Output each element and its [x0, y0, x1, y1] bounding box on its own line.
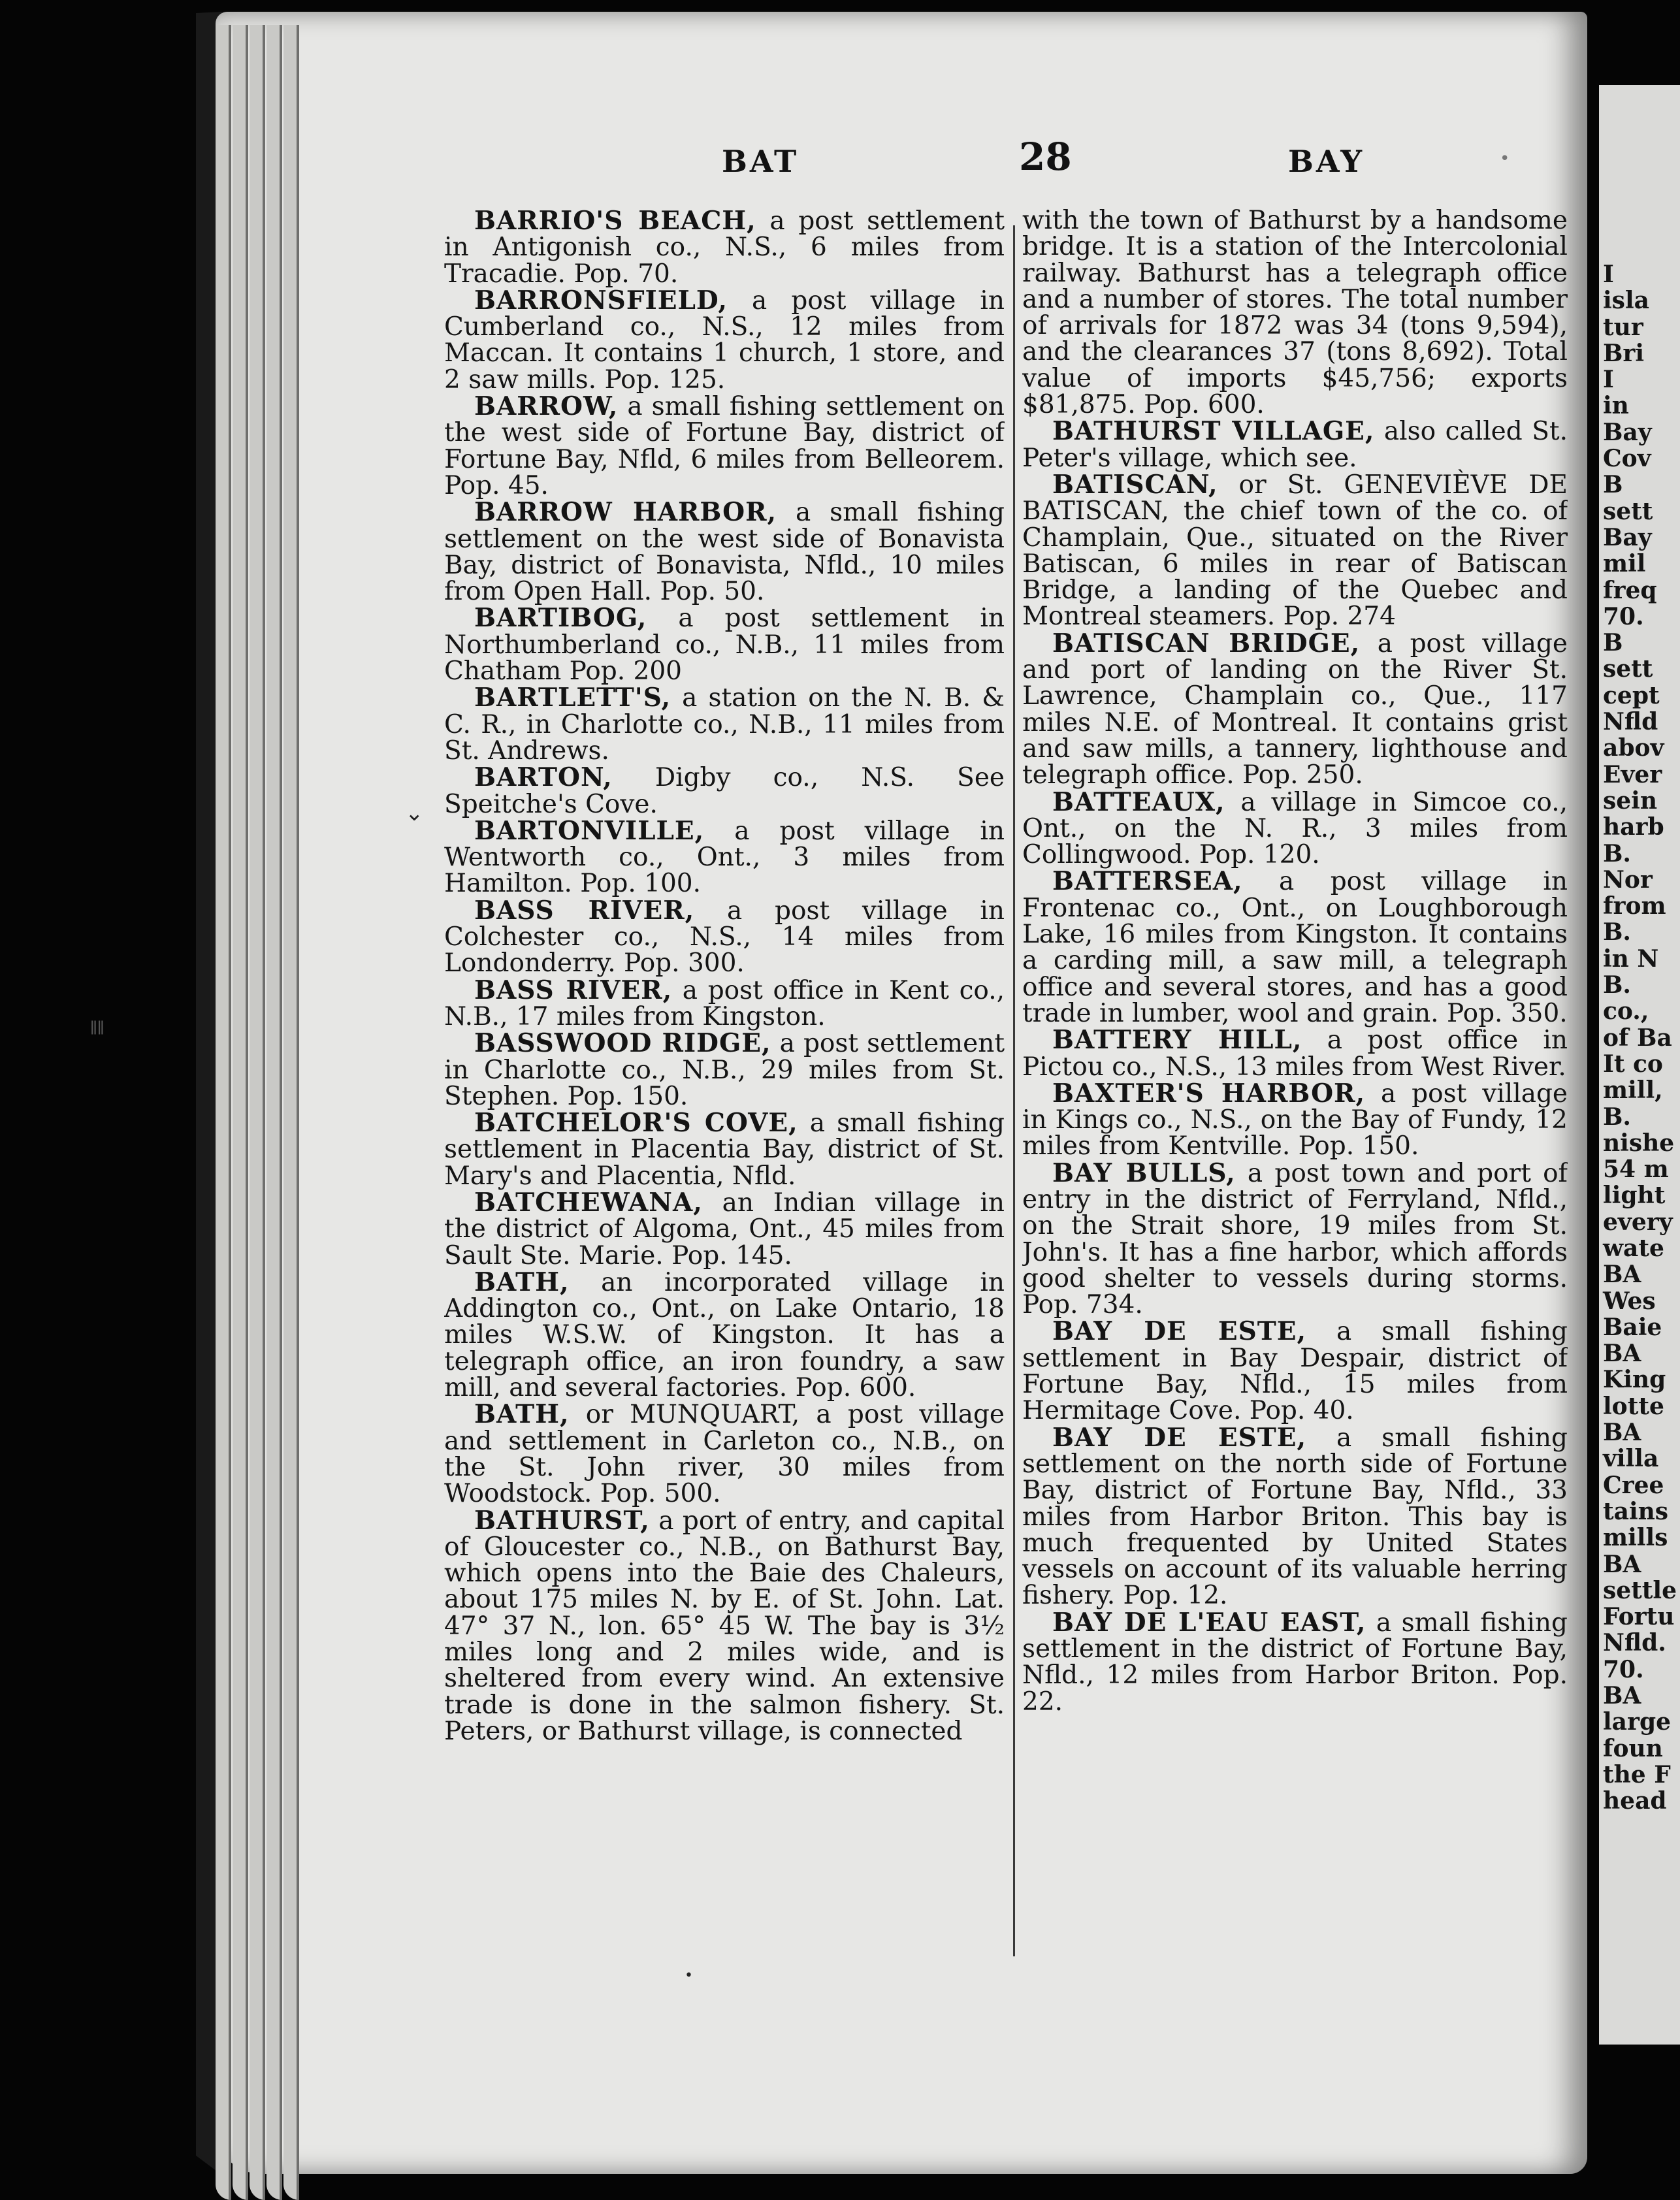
entry-name: BARRONSFIELD, — [474, 285, 728, 315]
entry-name: BARTIBOG, — [474, 603, 647, 634]
fragment-line: abov — [1603, 734, 1664, 762]
fragment-line: Nor — [1603, 865, 1653, 894]
fragment-line: 54 m — [1603, 1156, 1669, 1184]
fragment-line: mill, — [1603, 1076, 1663, 1105]
entry-text: a station on the N. B. & C. R., in Charlotte co., N.B., 11 miles from St. Andrews. — [444, 683, 1005, 766]
gazetteer-entry — [1022, 1607, 1568, 1717]
entry-name: BARTLETT'S, — [474, 683, 671, 713]
fragment-line: isla — [1603, 287, 1649, 315]
fragment-line: of Ba — [1603, 1024, 1672, 1052]
fragment-line: villa — [1603, 1445, 1659, 1473]
fragment-line: BA — [1603, 1340, 1641, 1368]
fragment-line: Nfld. — [1603, 1629, 1666, 1657]
entry-text: a small fishing settlement in Bay Despair, district of Fortune Bay, Nfld., 15 miles from Hermitage Cove. Pop. 40. — [1022, 1317, 1568, 1426]
fragment-line: It co — [1603, 1050, 1663, 1078]
gazetteer-entry — [444, 393, 1005, 499]
fragment-line: light — [1603, 1182, 1666, 1210]
fragment-line: B. — [1603, 971, 1631, 999]
entry-name: BATH, — [474, 1399, 570, 1430]
entry-text: a post village in Wentworth co., Ont., 3 miles from Hamilton. Pop. 100. — [444, 816, 1005, 899]
gazetteer-entry — [444, 605, 1005, 685]
entry-name: BATTERSEA, — [1052, 866, 1243, 897]
fragment-line: B — [1603, 629, 1623, 657]
entry-name: BAY DE L'EAU EAST, — [1052, 1607, 1366, 1638]
fragment-line: B. — [1603, 839, 1631, 867]
entry-text: or St. GENEVIÈVE DE BATISCAN, the chief town of the co. of Champlain, Que., situated on the River Batiscan, 6 miles in rear of Batiscan Bridge, a landing of the Quebec and Montreal steamers. Pop. 274 — [1022, 470, 1568, 632]
page-edge — [283, 25, 299, 2200]
entry-text: a post office in Pictou co., N.S., 13 miles from West River. — [1022, 1026, 1568, 1082]
page-edge — [267, 25, 282, 2200]
column-divider — [1013, 225, 1015, 1956]
fragment-line: large — [1603, 1708, 1672, 1736]
gazetteer-entry — [1022, 1157, 1568, 1320]
entry-name: BATISCAN BRIDGE, — [1052, 628, 1361, 658]
entry-name: BATCHEWANA, — [474, 1187, 703, 1218]
fragment-line: B. — [1603, 1103, 1631, 1131]
entry-text: a post village in Colchester co., N.S., 14 miles from Londonderry. Pop. 300. — [444, 896, 1005, 979]
gazetteer-entry — [444, 895, 1005, 979]
fragment-line: sein — [1603, 786, 1658, 815]
entry-text: a small fishing settlement in the district of Fortune Bay, Nfld., 12 miles from Harbor Briton. Pop. 22. — [1022, 1608, 1568, 1717]
entry-text: a post village in Frontenac co., Ont., on Loughborough Lake, 16 miles from Kingston. It contains a carding mill, a saw mill, a telegraph office and several stores, and has a good trade in lumber, wool and grain. Pop. 350. — [1022, 867, 1568, 1028]
entry-name: BAY BULLS, — [1052, 1157, 1236, 1188]
page-edge — [250, 25, 265, 2200]
fragment-line: nishe — [1603, 1129, 1675, 1157]
gazetteer-entry — [444, 764, 1005, 818]
gazetteer-entry — [444, 1030, 1005, 1110]
gazetteer-entry — [444, 1401, 1005, 1507]
fragment-line: Baie — [1603, 1313, 1662, 1341]
fragment-line: sett — [1603, 655, 1653, 683]
gazetteer-entry — [444, 1189, 1005, 1269]
fragment-line: mills — [1603, 1524, 1668, 1552]
page-edge — [216, 25, 231, 2200]
entry-text: a post office in Kent co., N.B., 17 miles from Kingston. — [444, 975, 1005, 1031]
fragment-line: co., — [1603, 997, 1649, 1026]
facing-page-fragment — [1599, 85, 1680, 2045]
fragment-line: Ever — [1603, 760, 1662, 788]
fragment-line: Bay — [1603, 418, 1652, 446]
gazetteer-entry — [1022, 868, 1568, 1027]
entry-name: BAY DE ESTE, — [1052, 1316, 1307, 1347]
gazetteer-entry — [1022, 1318, 1568, 1424]
fragment-line: B. — [1603, 918, 1631, 946]
gazetteer-entry — [1022, 1422, 1568, 1611]
entry-name: BARROW HARBOR, — [474, 497, 777, 528]
fragment-line: tur — [1603, 313, 1643, 341]
fragment-line: mil — [1603, 550, 1646, 578]
fragment-line: BA — [1603, 1261, 1641, 1289]
gazetteer-entry — [444, 1110, 1005, 1189]
entry-text: a post village in Kings co., N.S., on the Bay of Fundy, 12 miles from Kentville. Pop. 150. — [1022, 1078, 1568, 1161]
fragment-line: Cree — [1603, 1471, 1664, 1499]
page-number: 28 — [1019, 135, 1072, 179]
fragment-line: tains — [1603, 1497, 1669, 1525]
ink-dot: • — [685, 1967, 693, 1984]
entry-text: a post settlement in Northumberland co., N.B., 11 miles from Chatham Pop. 200 — [444, 604, 1005, 687]
fragment-line: Bri — [1603, 339, 1645, 367]
entry-text: a post settlement in Antigonish co., N.S., 6 miles from Tracadie. Pop. 70. — [444, 208, 1005, 289]
gazetteer-entry — [444, 1269, 1005, 1401]
fragment-line: 70. — [1603, 1655, 1644, 1683]
entry-text: a post town and port of entry in the district of Ferryland, Nfld., on the Strait shore, 19 miles from St. John's. It has a fine harbor, which affords good shelter to vessels during storms. Pop. 734. — [1022, 1158, 1568, 1320]
entry-text: a village in Simcoe co., Ont., on the N. R., 3 miles from Collingwood. Pop. 120. — [1022, 787, 1568, 870]
fragment-line: Nfld — [1603, 708, 1658, 736]
fragment-line: the F — [1603, 1760, 1671, 1788]
fragment-line: lotte — [1603, 1392, 1664, 1420]
entry-continuation: with the town of Bathurst by a handsome bridge. It is a station of the Intercolonial railway. Bathurst has a telegraph office and a number of stores. The total number of arrivals for 1872 was 34 (tons 9,594), and the clearances 37 (tons 8,692). Total value of imports $45,756; exports $81,875. Pop. 600. — [1022, 208, 1568, 420]
fragment-line: head — [1603, 1787, 1667, 1815]
entry-name: BATH, — [474, 1267, 570, 1297]
gazetteer-entry — [444, 977, 1005, 1031]
entry-name: BAY DE ESTE, — [1052, 1422, 1307, 1453]
fragment-line: King — [1603, 1366, 1666, 1394]
fragment-line: BA — [1603, 1550, 1641, 1578]
fragment-line: 70. — [1603, 602, 1644, 630]
gazetteer-entry — [444, 1505, 1005, 1746]
fragment-line: I — [1603, 366, 1614, 394]
entry-name: BARRIO'S BEACH, — [474, 208, 756, 236]
fragment-line: every — [1603, 1208, 1673, 1236]
fragment-line: sett — [1603, 497, 1653, 525]
entry-name: BATHURST, — [474, 1505, 650, 1536]
fragment-line: freq — [1603, 576, 1657, 604]
margin-smudge: ǁǁ — [90, 1019, 105, 1035]
gazetteer-entry — [1022, 469, 1568, 632]
fragment-line: BA — [1603, 1419, 1641, 1447]
entry-name: BAXTER'S HARBOR, — [1052, 1078, 1366, 1108]
gazetteer-entry — [444, 499, 1005, 605]
margin-tick-mark: ⌄ — [405, 800, 424, 826]
entry-text: a small fishing settlement on the north side of Fortune Bay, district of Fortune Bay, Nfld., 33 miles from Harbor Briton. This bay is much frequented by United States vessels on account of its valuable herring fishery. Pop. 12. — [1022, 1423, 1568, 1611]
entry-text: Digby co., N.S. See Speitche's Cove. — [444, 763, 1005, 819]
gazetteer-entry — [1022, 1027, 1568, 1080]
entry-name: BATTEAUX, — [1052, 786, 1225, 817]
fragment-line: cept — [1603, 681, 1660, 709]
left-column — [444, 208, 1005, 1971]
fragment-line: wate — [1603, 1234, 1664, 1262]
entry-text: a port of entry, and capital of Gloucester co., N.B., on Bathurst Bay, which opens into the Baie des Chaleurs, about 175 miles N. by E. of St. John. Lat. 47° 37 N., lon. 65° 45 W. The bay is 3½ miles long and 2 miles wide, and is sheltered from every wind. An extensive trade is done in the salmon fishery. St. Peters, or Bathurst village, is connected — [444, 1506, 1005, 1746]
running-header-right: BAY — [1288, 144, 1365, 179]
fragment-line: Fortu — [1603, 1603, 1675, 1631]
fragment-line: from — [1603, 892, 1666, 920]
page-edge — [233, 25, 248, 2200]
gazetteer-entry — [444, 208, 1005, 287]
entry-text: a small fishing settlement in Placentia Bay, district of St. Mary's and Placentia, Nfld. — [444, 1108, 1005, 1191]
gazetteer-entry — [444, 815, 1005, 899]
entry-text: an Indian village in the district of Algoma, Ont., 45 miles from Sault Ste. Marie. Pop. 145. — [444, 1188, 1005, 1270]
entry-text: a post village and port of landing on the River St. Lawrence, Champlain co., Que., 117 miles N.E. of Montreal. It contains grist and saw mills, a tannery, lighthouse and telegraph office. Pop. 250. — [1022, 628, 1568, 790]
entry-name: BATCHELOR'S COVE, — [474, 1108, 798, 1139]
gazetteer-entry — [1022, 630, 1568, 789]
fragment-line: harb — [1603, 813, 1664, 841]
entry-name: BATHURST VILLAGE, — [1052, 416, 1375, 447]
entry-name: BARTONVILLE, — [474, 815, 705, 846]
fragment-line: in — [1603, 392, 1629, 420]
ink-dot: • — [1500, 149, 1510, 169]
fragment-line: Cov — [1603, 445, 1651, 473]
gazetteer-entry — [444, 685, 1005, 764]
fragment-line: Wes — [1603, 1287, 1656, 1315]
entry-text: or MUNQUART, a post village and settlement in Carleton co., N.B., on the St. John river, 30 miles from Woodstock. Pop. 500. — [444, 1400, 1005, 1509]
fragment-line: settle — [1603, 1576, 1677, 1604]
gazetteer-entry — [1022, 418, 1568, 472]
fragment-line: B — [1603, 471, 1623, 499]
facing-page-text — [1599, 85, 1680, 1815]
gazetteer-entry — [1022, 786, 1568, 870]
entry-name: BASS RIVER, — [474, 975, 673, 1005]
fragment-line: Bay — [1603, 523, 1652, 551]
entry-name: BASSWOOD RIDGE, — [474, 1028, 771, 1059]
fragment-line: in N — [1603, 945, 1659, 973]
fragment-line: BA — [1603, 1682, 1641, 1710]
fragment-line: I — [1603, 261, 1614, 288]
entry-text: a post village in Cumberland co., N.S., 12 miles from Maccan. It contains 1 church, 1 store, and 2 saw mills. Pop. 125. — [444, 285, 1005, 395]
gazetteer-entry — [1022, 1080, 1568, 1160]
fragment-line: foun — [1603, 1734, 1663, 1762]
running-header-left: BAT — [722, 144, 800, 179]
entry-name: BARROW, — [474, 391, 619, 422]
entry-text: also called St. Peter's village, which see. — [1022, 417, 1568, 473]
gazetteer-entry — [444, 287, 1005, 393]
entry-text: a small fishing settlement on the west side of Bonavista Bay, district of Bonavista, Nfld., 10 miles from Open Hall. Pop. 50. — [444, 498, 1005, 607]
right-column — [1022, 208, 1568, 1971]
entry-name: BASS RIVER, — [474, 895, 695, 926]
entry-text: an incorporated village in Addington co., Ont., on Lake Ontario, 18 miles W.S.W. of Kingston. It has a telegraph office, an iron foundry, a saw mill, and several factories. Pop. 600. — [444, 1267, 1005, 1403]
entry-name: BATISCAN, — [1052, 469, 1218, 500]
entry-text: a small fishing settlement on the west side of Fortune Bay, district of Fortune Bay, Nfld, 6 miles from Belleorem. Pop. 45. — [444, 392, 1005, 500]
entry-text: a post settlement in Charlotte co., N.B., 29 miles from St. Stephen. Pop. 150. — [444, 1029, 1005, 1111]
entry-name: BATTERY HILL, — [1052, 1025, 1302, 1056]
entry-name: BARTON, — [474, 762, 613, 793]
